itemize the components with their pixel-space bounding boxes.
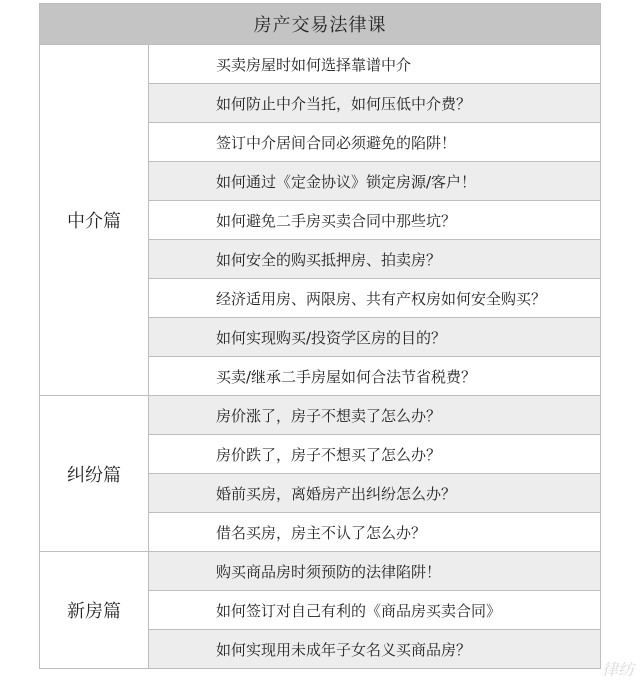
course-item: 买卖房屋时如何选择靠谱中介 (149, 45, 601, 84)
table-row (40, 552, 601, 591)
course-item: 如何通过《定金协议》锁定房源/客户！ (149, 162, 601, 201)
section-name: 新房篇 (40, 552, 149, 669)
course-item: 房价涨了，房子不想卖了怎么办？ (149, 396, 601, 435)
course-item: 如何实现购买/投资学区房的目的？ (149, 318, 601, 357)
course-item: 买卖/继承二手房屋如何合法节省税费？ (149, 357, 601, 396)
section-name: 纠纷篇 (40, 396, 149, 552)
course-item: 签订中介居间合同必须避免的陷阱！ (149, 123, 601, 162)
table-body (40, 45, 601, 669)
course-item: 如何签订对自己有利的《商品房买卖合同》 (149, 591, 601, 630)
course-item: 如何防止中介当托，如何压低中介费？ (149, 84, 601, 123)
course-item: 经济适用房、两限房、共有产权房如何安全购买？ (149, 279, 601, 318)
course-item: 如何安全的购买抵押房、拍卖房？ (149, 240, 601, 279)
watermark: 律纺 (601, 660, 634, 679)
course-item: 婚前买房，离婚房产出纠纷怎么办？ (149, 474, 601, 513)
table-title: 房产交易法律课 (40, 4, 601, 45)
course-item: 如何实现用未成年子女名义买商品房？ (149, 630, 601, 669)
course-item: 购买商品房时须预防的法律陷阱！ (149, 552, 601, 591)
section-name: 中介篇 (40, 45, 149, 396)
course-item: 借名买房，房主不认了怎么办？ (149, 513, 601, 552)
table-row (40, 45, 601, 84)
course-item: 如何避免二手房买卖合同中那些坑？ (149, 201, 601, 240)
table-header-row (40, 4, 601, 45)
table-row (40, 396, 601, 435)
course-table (39, 3, 601, 669)
course-item: 房价跌了，房子不想买了怎么办？ (149, 435, 601, 474)
